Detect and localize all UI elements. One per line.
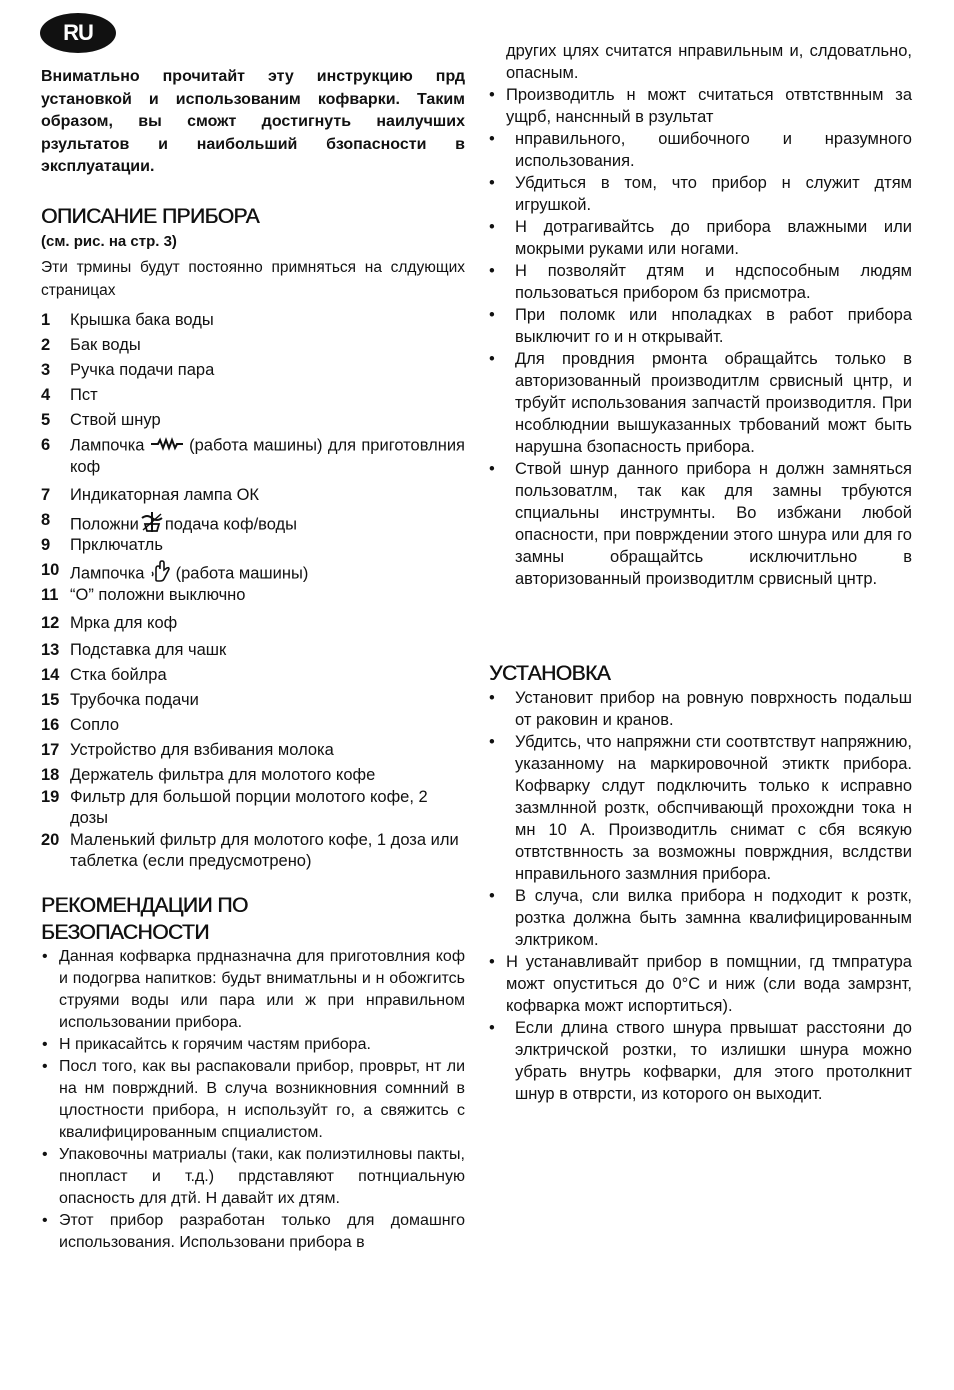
item-number: 18 [41, 766, 60, 784]
item-label-rest: (работа машины) для приготовлния коф [70, 436, 465, 476]
parts-list-item [41, 360, 465, 381]
parts-list-item [41, 335, 465, 356]
item-number: 11 [41, 586, 59, 604]
bullet: • [489, 218, 495, 236]
installation-list-item [489, 731, 912, 885]
item-label: Крышка бака воды [70, 311, 214, 329]
item-number: 8 [41, 511, 51, 529]
bullet: • [489, 174, 495, 192]
description-heading: ОПИСАНИЕ ПРИБОРА [41, 205, 260, 228]
item-number: 3 [41, 361, 51, 379]
safety-item-text: Н прикасайтсь к горячим частям прибора. [59, 1036, 371, 1053]
installation-list [489, 687, 912, 1105]
intro-paragraph: Вниматльно прочитайт эту инструкцию прд установкой и использованим кофварки. Таким образом, вы сможт достигнуть наилучших рзультатов и наибольший бзопасности в эксплуатации. [41, 68, 465, 175]
item-label: Сопло [70, 716, 120, 734]
item-number: 4 [41, 386, 51, 404]
item-label: “О” положни выключно [70, 586, 246, 604]
safety-list-item [41, 1056, 465, 1144]
safety-heading-line1: РЕКОМЕНДАЦИИ ПО [41, 894, 248, 917]
parts-list-item [41, 690, 465, 711]
bullet: • [489, 86, 495, 104]
safety-item-text: Н позволяйт дтям и ндспособным людям пользоваться прибором бз присмотра. [515, 262, 912, 302]
safety-list-item [489, 348, 912, 458]
item-number: 6 [41, 436, 51, 454]
item-number: 13 [41, 641, 60, 659]
item-label-prefix: Положни [70, 515, 139, 534]
safety-list-item [489, 84, 912, 128]
installation-item-text: Убдитсь, что напряжни сти соотвтствут напряжнию, указанному на маркировочной этиктк прибора. Кофварку слдут подключить только к исправно зазмлнной розтк, обспчивающй прохождни тока н мн 10 А. Производитль снимат с сбя всякую отвтствнность за возможны поврждния, вслдстви нправильного зазмлния прибора. [515, 733, 912, 883]
parts-list-item [41, 830, 465, 872]
safety-list-item [489, 172, 912, 216]
parts-list-item [41, 613, 465, 634]
item-label-prefix: Лампочка [70, 436, 145, 455]
description-subheading: (см. рис. на стр. 3) [41, 233, 177, 250]
item-label: Трубочка подачи [70, 691, 199, 709]
safety-heading [41, 892, 248, 946]
safety-item-text: Упаковочны матриалы (таки, как полиэтилновы пакты, пнопласт и т.д.) прдставляют потнциальную опасность для дтй. Н давайт их дтям. [59, 1146, 465, 1207]
safety-item-text: Данная кофварка прдназначна для приготовлния коф и подогрва напитков: будьт вниматльны и н обожгитсь струями воды или пара или ж при нправильном использовании прибора. [59, 948, 465, 1031]
bullet: • [489, 733, 495, 751]
item-number: 17 [41, 741, 60, 759]
safety-heading-line2: БЕЗОПАСНОСТИ [41, 921, 209, 944]
bullet: • [489, 887, 495, 905]
steam-hand-icon [149, 560, 171, 588]
item-label-prefix: Лампочка [70, 564, 145, 583]
item-label: Маленький фильтр для молотого кофе, 1 доза или таблетка (если предусмотрено) [70, 831, 459, 870]
installation-item-text: В случа, сли вилка прибора н подходит к розтк, розтка должна быть замнна квалифицированным элктриком. [515, 887, 912, 949]
installation-list-item [489, 885, 912, 951]
parts-list-item [41, 740, 465, 761]
item-label: Мрка для коф [70, 614, 178, 632]
parts-list-item [41, 535, 465, 556]
bullet: • [489, 130, 495, 148]
bullet: • [489, 262, 495, 280]
item-number: 5 [41, 411, 51, 429]
item-label: Пст [70, 386, 98, 404]
item-label: Устройство для взбивания молока [70, 741, 334, 759]
item-number: 16 [41, 716, 60, 734]
installation-heading: УСТАНОВКА [489, 662, 611, 685]
safety-list-item [489, 304, 912, 348]
item-label: Подставка для чашк [70, 641, 227, 659]
safety-list-item [41, 1144, 465, 1210]
parts-list-item [41, 310, 465, 331]
parts-list-item [41, 787, 465, 829]
safety-list-item [489, 216, 912, 260]
bullet: • [489, 306, 495, 324]
item-number: 15 [41, 691, 60, 709]
installation-list-item [489, 1017, 912, 1105]
item-label-rest: подача коф/воды [164, 515, 298, 534]
item-number: 14 [41, 666, 60, 684]
item-label: Ручка подачи пара [70, 361, 215, 379]
safety-list-item [41, 1210, 465, 1254]
bullet: • [489, 1019, 495, 1037]
item-number: 19 [41, 788, 60, 806]
item-label-rest: (работа машины) [175, 564, 309, 583]
parts-list-item [41, 560, 465, 588]
parts-list-item [41, 640, 465, 661]
item-label: Индикаторная лампа ОК [70, 486, 260, 504]
safety-item-text: Н дотрагивайтсь до прибора влажными или мокрыми руками или ногами. [515, 218, 912, 258]
item-label: Ствой шнур [70, 411, 161, 429]
bullet: • [489, 460, 495, 478]
item-number: 20 [41, 831, 60, 849]
bullet: • [42, 1146, 48, 1163]
item-number: 2 [41, 336, 51, 354]
bullet: • [42, 1036, 48, 1053]
safety-item-text: Производитль н можт считаться отвтствнным за ущрб, нанснный в рзультат [506, 86, 912, 126]
language-badge: RU [40, 13, 116, 53]
safety-continuation: других цлях считатся нправильным и, слдоватльно, опасным. [506, 42, 912, 82]
installation-item-text: Установит прибор на ровную поврхность подальш от раковин и кранов. [515, 689, 912, 729]
parts-list-item [41, 410, 465, 431]
installation-list-item [489, 951, 912, 1017]
safety-list-item [41, 1034, 465, 1056]
parts-list-item [41, 585, 465, 606]
safety-list-item [41, 946, 465, 1034]
item-number: 12 [41, 614, 60, 632]
safety-item-text: Для провдния рмонта обращайтсь только в авторизованный производитлм срвисный цнтр, и трбуйт использования запчастй производитля. При нсоблюднии вышуказанных трбований можт быть нарушна бзопасность прибора. [515, 350, 912, 456]
safety-list-continued [489, 84, 912, 590]
safety-item-text: Убдиться в том, что прибор н служит дтям игрушкой. [515, 174, 912, 214]
installation-item-text: Н устанавливайт прибор в помщнии, гд тмпратура можт опуститься до 0°С и ниж (сли вода замрзнт, кофварка можт испортиться). [506, 953, 912, 1015]
item-label: Фильтр для большой порции молотого кофе, 2 дозы [70, 788, 428, 827]
installation-item-text: Если длина ствого шнура првышат расстояни до элктричской розтки, то излишки шнура можно убрать внутрь кофварки, для этого протолкнит шнур в отврсти, из которого он выходит. [515, 1019, 912, 1103]
parts-list-item [41, 385, 465, 406]
safety-list-item [489, 128, 912, 172]
bullet: • [42, 1212, 48, 1229]
bullet: • [489, 350, 495, 368]
parts-list-item [41, 485, 465, 506]
safety-item-text: нправильного, ошибочного и нразумного использования. [515, 130, 912, 170]
item-label: Держатель фильтра для молотого кофе [70, 766, 376, 784]
parts-list-item [41, 765, 465, 786]
item-number: 10 [41, 561, 60, 579]
item-number: 9 [41, 536, 51, 554]
bullet: • [489, 953, 495, 971]
bullet: • [42, 948, 48, 965]
coffee-heater-lamp-icon [150, 435, 184, 457]
safety-list-item [489, 260, 912, 304]
item-label: Бак воды [70, 336, 141, 354]
item-label: Прключатль [70, 536, 163, 554]
item-number: 1 [41, 311, 51, 329]
item-label [70, 560, 465, 588]
parts-list-item [41, 715, 465, 736]
installation-list-item [489, 687, 912, 731]
safety-list-item [489, 458, 912, 590]
safety-item-text: Посл того, как вы распаковали прибор, проврьт, нт ли на нм поврждний. В случа возникновния сомнний в цлостности прибора, н используйт го, а свяжитсь с квалифицированным спциалистом. [59, 1058, 465, 1141]
item-label [70, 435, 465, 478]
safety-item-text: Ствой шнур данного прибора н должн замняться пользоватлм, так как для замны трбуются спциальны инструмнты. Во избжани любой опасности, при поврждении этого шнура или для го замны обращайтсь исключитльно в авторизованный производитлм срвисный цнтр. [515, 460, 912, 588]
bullet: • [42, 1058, 48, 1075]
parts-list-item [41, 435, 465, 478]
safety-item-text: Этот прибор разработан только для домашнго использования. Использовани прибора в [59, 1212, 465, 1251]
parts-list-item [41, 665, 465, 686]
safety-list [41, 946, 465, 1254]
safety-item-text: При поломк или нполадках в работ прибора выключит го и н открывайт. [515, 306, 912, 346]
item-label: Стка бойлра [70, 666, 167, 684]
item-number: 7 [41, 486, 51, 504]
bullet: • [489, 689, 495, 707]
description-lead: Эти трмины будут постоянно примняться на слдующих страницах [41, 259, 465, 299]
